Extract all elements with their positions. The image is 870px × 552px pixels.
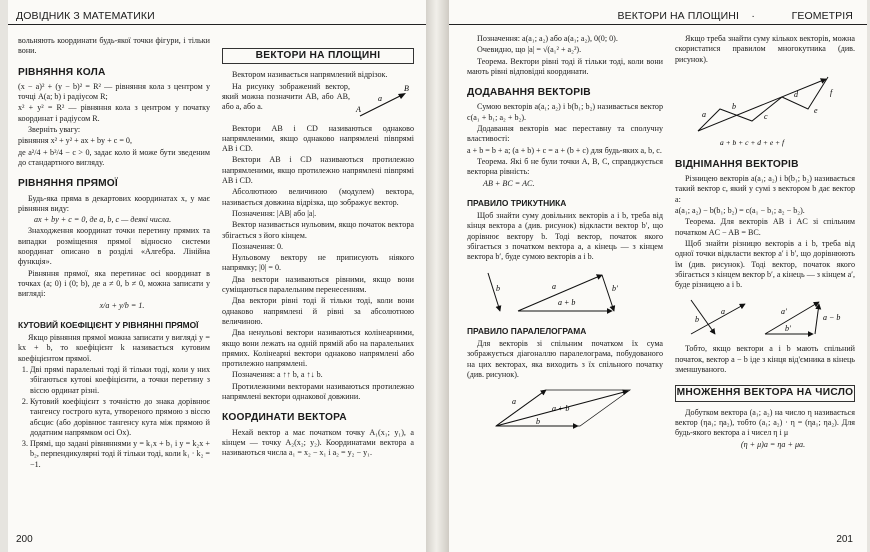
slope-list [18,365,210,470]
distributive-law: (η + μ)a = ηa + μa. [740,439,806,449]
vector-definition: Вектором називається напрямлений відрізок. [232,70,388,80]
equal-vectors-def: Два вектори називаються рівними, якщо вони суміщаються паралельним перенесенням. [222,274,414,295]
line-text-2: Знаходження координат точки перетину прямих та випадки розміщення прямої відносно системи координат описано в розділі «Алгебра. Лінійна функція». [18,226,210,267]
vector-notation: На рисунку зображений вектор, який можна позначити AB, або AB, або a, або a. [222,81,350,112]
multiplication-heading: МНОЖЕННЯ ВЕКТОРА НА ЧИСЛО [675,385,855,401]
page-number-right: 201 [836,534,853,545]
parallelogram-figure [490,384,640,430]
circle-eq-1: (x − a)² + (y − b)² = R² — рівняння кола з центром у точці A(a; b) і радіусом R; [18,81,210,102]
polygon-rule-text: Якщо треба знайти суму кількох векторів, можна скористатися правилом многокутника (див. рисунок). [675,34,855,64]
triangle-theorem: Теорема. Які б не були точки A, B, C, справджується векторна рівність: [467,156,663,177]
left-page [8,0,426,552]
label-B: B [404,83,409,93]
line-intercept-eq: x/a + y/b = 1. [99,300,145,310]
right-running-header [449,8,867,25]
label-c: c [764,111,768,121]
difference-construction: Щоб знайти різницю векторів a і b, треба від одної точки відкласти вектор a′ і b′, що дорівнюють їм (див. рисунок). Тоді вектор, початок якого збігається з кінцем вектор b′, а кінець — з кінцем a′, буде різницею a і b. [675,238,855,290]
triangle-rule-figure [480,267,650,317]
circle-condition: де a²/4 + b²/4 − c > 0, задає коло й може бути зведеним до стандартного вигляду. [18,147,210,167]
right-page [449,0,867,552]
sum-def: Сумою векторів a(a₁; a₂) і b(b₁; b₂) називається вектор c(a₁ + b₁; a₂ + b₂). [467,102,663,122]
label-e: e [814,105,818,115]
coord-notation: Позначення: a(a₁; a₂) або a(a₁; a₂), 0(0; 0). [477,34,618,43]
addition-heading: ДОДАВАННЯ ВЕКТОРІВ [467,87,591,99]
left-running-header [8,8,426,25]
header-rule [8,24,426,25]
label-diff: a − b [823,313,841,323]
label-f: f [830,87,833,97]
parallelogram-heading: ПРАВИЛО ПАРАЛЕЛОГРАМА [467,325,587,336]
vectors-heading: ВЕКТОРИ НА ПЛОЩИНІ [222,48,414,64]
label-sum: a + b [552,404,570,414]
left-column-1 [18,36,210,471]
label-b: b [496,283,500,293]
list-item: 3. Прямі, що задані рівняннями y = k₁x + b₁ і y = k₂x + b₂, перпендикулярні тоді й тільки тоді, коли k₁ · k₂ = −1. [30,439,210,470]
label-d: d [794,89,798,99]
difference-rule: Тобто, якщо вектори a і b мають спільний початок, вектор a − b іде з кінця від'ємника в кінець зменшуваного. [675,344,855,375]
modulus-notation: Позначення: |AB| або |a|. [232,208,317,218]
label-a: a [552,281,556,291]
circle-note: Зверніть увагу: [28,125,81,135]
scalar-product-def: Добутком вектора (a₁; a₂) на число η називається вектор (ηa₁; ηa₂), тобто (a₁; a₂) · η = (ηa₁; ηa₂). Для будь-якого вектора a і чисел η і μ [675,407,855,438]
header-separator: · [751,10,755,22]
opposite-def: Вектори AB і CD називаються протилежно напрямленими, якщо протилежно напрямлені півпрямі AB і CD. [222,155,414,186]
codirected-def: Вектори AB і CD називаються однаково напрямленими, якщо однаково напрямлені півпрямі AB і CD. [222,123,414,154]
label-b: b [732,101,736,111]
list-item: 1. Дві прямі паралельні тоді й тільки тоді, коли у них збігаються кутові коефіцієнти, а точки перетину з віссю ординат різні. [30,365,210,396]
difference-theorem: Теорема. Для векторів AB і AC зі спільним початком AC − AB = BC. [675,217,855,237]
triangle-equality: AB + BC = AC. [483,178,535,188]
sum-laws: a + b = b + a; (a + b) + c = a + (b + c) для будь-яких a, b, c. [467,145,662,155]
book-gutter [426,0,449,552]
section-title: ВЕКТОРИ НА ПЛОЩИНІ [617,10,739,22]
label-a: a [378,93,382,103]
coords-def: Нехай вектор a має початком точку A₁(x₁; y₁), а кінцем — точку A₂(x₂; y₂). Координатами вектора a називаються числа a₁ = x₂ − x₁ і a₂ = y₂ − y₁. [222,427,414,458]
book-title: ДОВІДНИК З МАТЕМАТИКИ [16,10,155,22]
right-column-2 [675,34,855,451]
label-b-prime: b′ [785,324,791,334]
difference-def: Різницею векторів a(a₁; a₂) і b(b₁; b₂) називається такий вектор c, який у сумі з вектором b дає вектор a: [675,174,855,204]
collinear-notation: Позначення: a ↑↑ b, a ↑↓ b. [232,370,323,380]
line-heading: РІВНЯННЯ ПРЯМОЇ [18,178,118,190]
equality-theorem: Теорема. Вектори рівні тоді й тільки тоді, коли вони мають рівні відповідні координати. [467,56,663,76]
coords-heading: КООРДИНАТИ ВЕКТОРА [222,412,347,424]
intro-text: вольняють координати будь-якої точки фігури, і тільки вони. [18,36,210,56]
zero-direction: Нульовому вектору не приписують ніякого напрямку; |0| = 0. [222,253,414,273]
polygon-rule-figure [690,69,840,149]
difference-formula: a(a₁; a₂) − b(b₁; b₂) = c(a₁ − b₁; a₂ − b₂). [675,206,805,216]
slope-heading: КУТОВИЙ КОЕФІЦІЄНТ У РІВНЯННІ ПРЯМОЇ [18,319,199,330]
right-column-1 [467,34,663,434]
triangle-rule-heading: ПРАВИЛО ТРИКУТНИКА [467,197,567,208]
label-b: b [536,417,540,427]
subtraction-heading: ВІДНІМАННЯ ВЕКТОРІВ [675,158,799,170]
circle-general: рівняння x² + y² + ax + by + c = 0, [18,136,132,146]
label-b-prime: b′ [612,283,618,293]
sum-properties: Додавання векторів має переставну та сполучну властивості: [467,124,663,144]
line-text-1: Будь-яка пряма в декартових координатах x, y має рівняння виду: [18,193,210,213]
label-a: a [512,397,516,407]
zero-notation: Позначення: 0. [232,241,284,251]
label-a: a [721,307,725,317]
label-a-prime: a′ [781,307,787,317]
opposite-vectors-def: Протилежними векторами називаються протилежно напрямлені вектори однакової довжини. [222,381,414,402]
modulus-def: Абсолютною величиною (модулем) вектора, називається довжина відрізка, що зображує вектор. [222,187,414,207]
modulus-formula: Очевидно, що |a| = √(a₁² + a₂²). [477,45,582,55]
subtraction-figure [685,294,845,340]
triangle-rule-text: Щоб знайти суму довільних векторів a і b, треба від кінця вектора a (див. рисунок) відкласти вектор b′, що дорівнює вектору b. Тоді вектор, початок якого збігається з початком вектора a, а кінець — з кінцем вектора b′, буде сумою векторів a і b. [467,211,663,262]
header-rule [449,24,867,25]
vector-figure-block [222,82,414,124]
label-sum: a + b [558,297,576,307]
list-item: 2. Кутовий коефіцієнт з точністю до знака дорівнює тангенсу гострого кута, утвореного прямою з віссю абсцис (або дорівнює тангенсу кута між прямою й додатним напрямком осі Ox). [30,397,210,438]
collinear-def: Два ненульові вектори називаються колінеарними, якщо вони лежать на одній прямій або на паралельних прямих. Колінеарні вектори однаково напрямлені або протилежно напрямлені. [222,328,414,369]
line-general-eq: ax + by + c = 0, де a, b, c — деякі числа. [34,215,172,225]
subject-title: ГЕОМЕТРІЯ [791,10,853,22]
page-number-left: 200 [16,534,33,545]
vector-ab-figure [354,82,414,124]
circle-heading: РІВНЯННЯ КОЛА [18,66,106,78]
left-column-2 [222,34,414,460]
zero-vector-def: Вектор називається нульовим, якщо початок вектора збігається з його кінцем. [222,220,414,240]
parallelogram-text: Для векторів зі спільним початком їх сума зображується діагоналлю паралелограма, побудованого на цих векторах, яка виходить з їх спільного початку (див. рисунок). [467,338,663,379]
slope-text: Якщо рівняння прямої можна записати у вигляді y = kx + b, то коефіцієнт k називається кутовим коефіцієнтом прямої. [18,333,210,363]
equal-vectors-criterion: Два вектори рівні тоді й тільки тоді, коли вони однаково напрямлені й рівні за абсолютною величиною. [222,296,414,326]
label-b: b [695,315,699,325]
label-total: a + b + c + d + e + f [720,137,785,147]
line-text-3: Рівняння прямої, яка перетинає осі координат в точках (a; 0) і (0; b), де a ≠ 0, b ≠ 0, можна записати у вигляді: [18,268,210,299]
circle-eq-2: x² + y² = R² — рівняння кола з центром у початку координат і радіусом R. [18,103,210,123]
label-a: a [702,109,706,119]
label-A: A [356,104,361,114]
